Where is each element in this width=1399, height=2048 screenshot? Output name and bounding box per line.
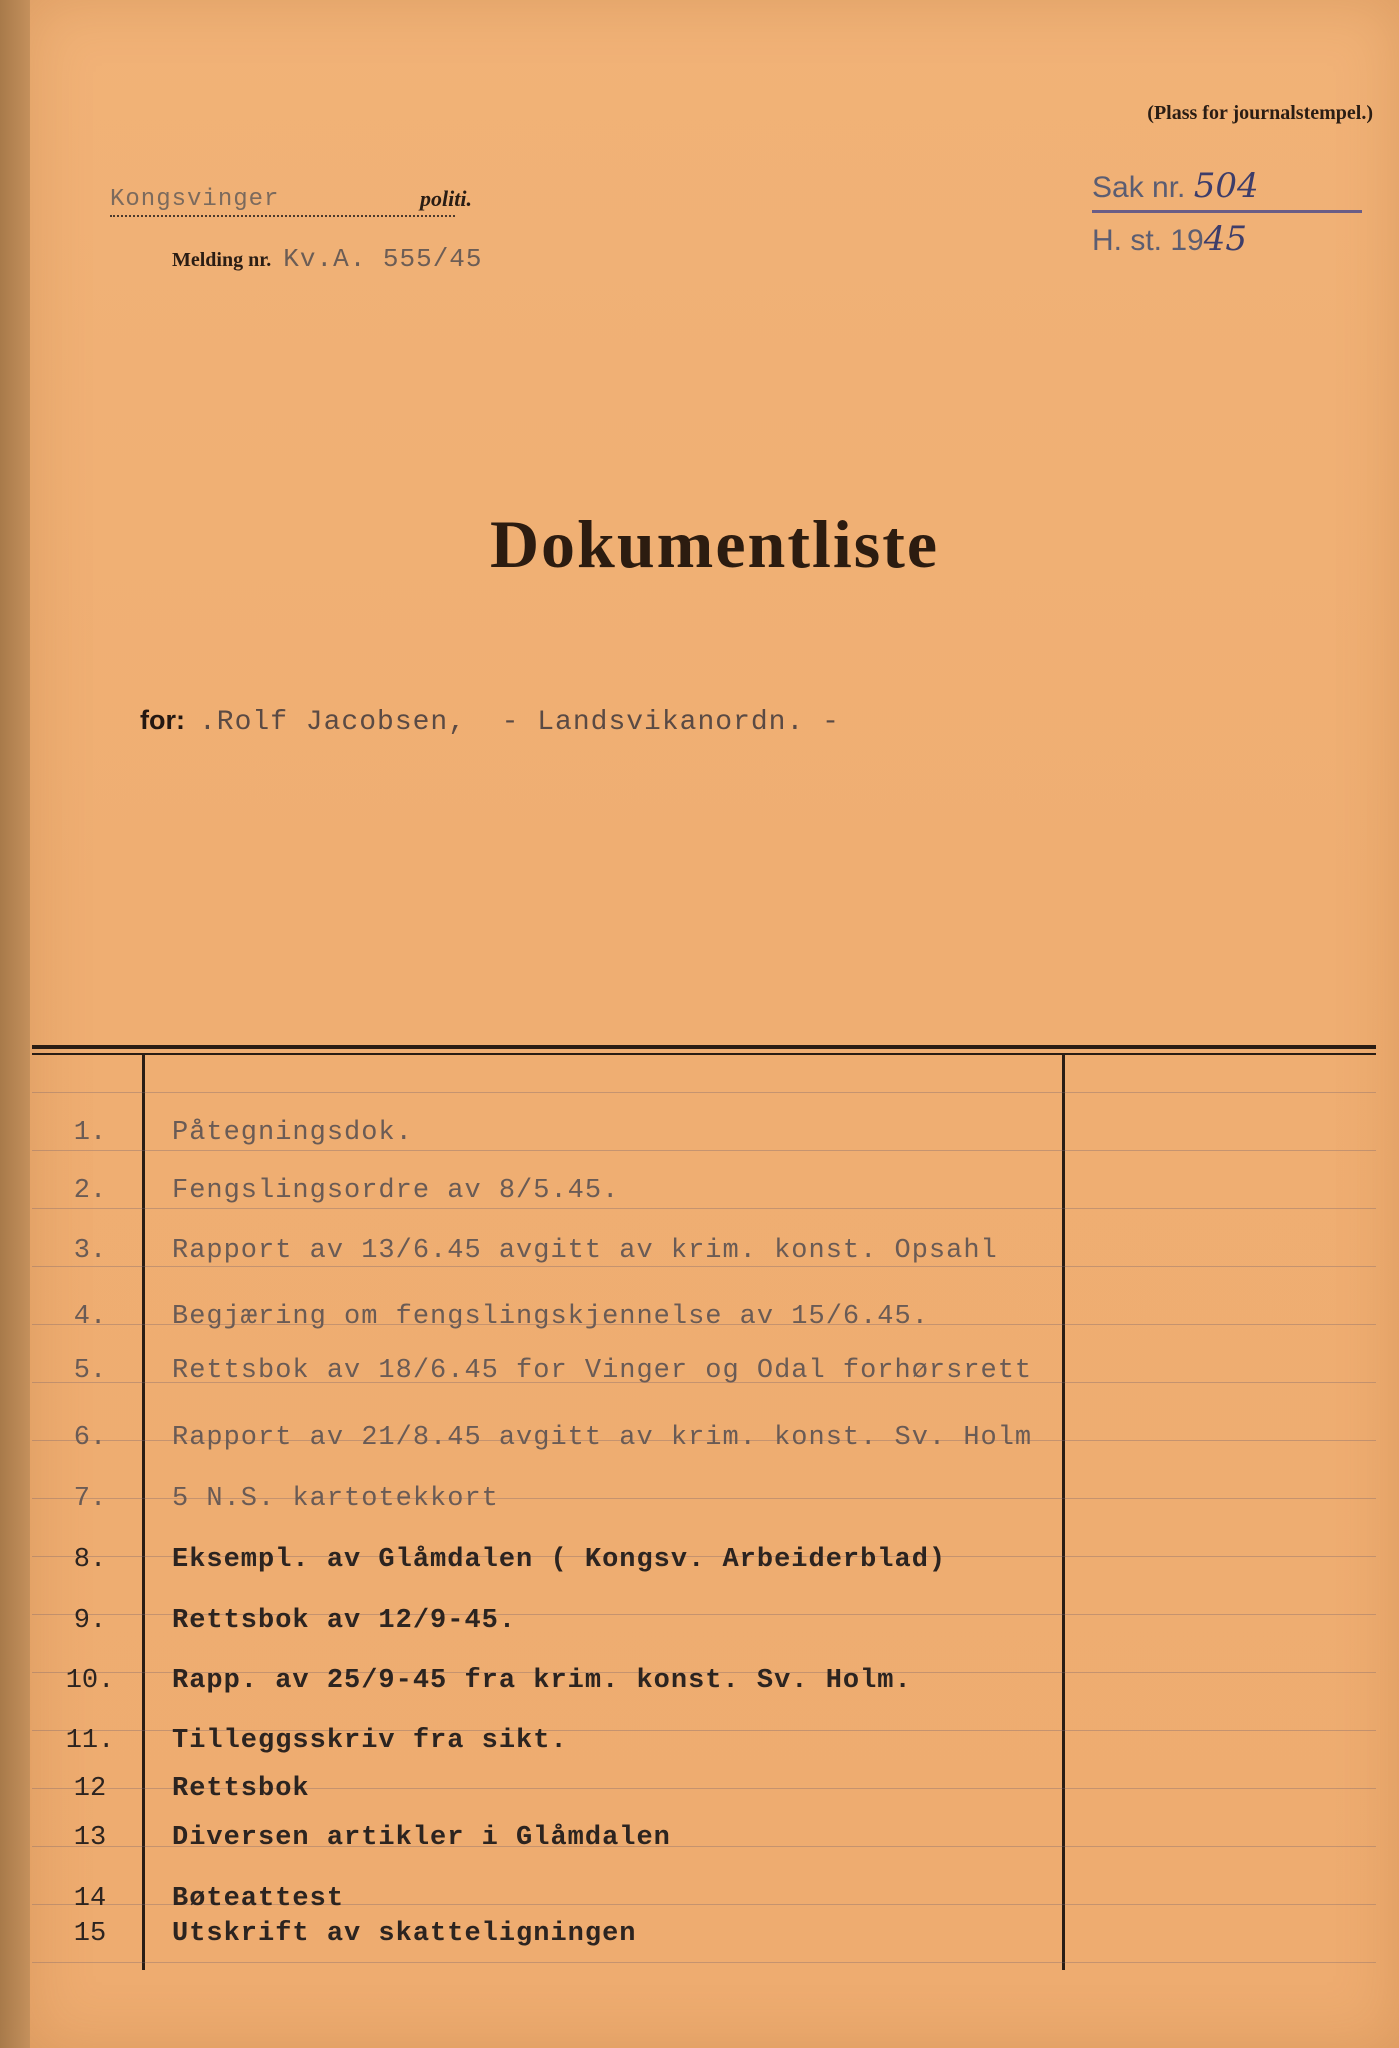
- document-number: 6.: [73, 1423, 107, 1453]
- document-number: 3.: [73, 1236, 107, 1266]
- document-number: 7.: [73, 1484, 107, 1514]
- subject-value: .Rolf Jacobsen, - Landsvikanordn. -: [198, 707, 840, 738]
- document-page: [30, 0, 1399, 2048]
- subject-line: [140, 705, 840, 738]
- document-description: Påtegningsdok.: [172, 1118, 413, 1148]
- document-number: 15: [73, 1919, 107, 1949]
- document-row: [30, 1919, 1399, 1959]
- document-description: Rapport av 13/6.45 avgitt av krim. konst. Opsahl: [172, 1236, 998, 1266]
- document-number: 4.: [73, 1302, 107, 1332]
- table-top-rule-thin: [32, 1053, 1376, 1055]
- page-title: Dokumentliste: [489, 506, 940, 582]
- document-description: Bøteattest: [172, 1884, 345, 1914]
- report-number-value: Kv.A. 555/45: [283, 244, 483, 274]
- case-year-value: 45: [1203, 219, 1247, 259]
- document-row: [30, 1545, 1399, 1585]
- case-number-label: Sak nr.: [1092, 171, 1186, 204]
- table-top-rule: [32, 1045, 1376, 1049]
- document-row: [30, 1606, 1399, 1646]
- police-district-line: [75, 186, 505, 216]
- document-number: 5.: [73, 1356, 107, 1386]
- document-description: Eksempl. av Glåmdalen ( Kongsv. Arbeiderblad): [172, 1545, 947, 1575]
- document-number: 2.: [73, 1176, 107, 1206]
- police-city: Kongsvinger: [110, 186, 455, 217]
- case-year-row: [1092, 219, 1362, 259]
- document-description: Rapp. av 25/9-45 fra krim. konst. Sv. Holm.: [172, 1666, 912, 1696]
- document-row: [30, 1726, 1399, 1766]
- document-row: [30, 1484, 1399, 1524]
- case-number-row: [1092, 166, 1362, 213]
- document-description: Rapport av 21/8.45 avgitt av krim. konst. Sv. Holm: [172, 1423, 1033, 1453]
- document-description: Fengslingsordre av 8/5.45.: [172, 1176, 620, 1206]
- document-description: Rettsbok av 12/9-45.: [172, 1606, 517, 1636]
- document-row: [30, 1423, 1399, 1463]
- document-description: Tilleggsskriv fra sikt.: [172, 1726, 568, 1756]
- document-number: 13: [73, 1823, 107, 1853]
- ruled-line: [32, 1092, 1376, 1093]
- document-row: [30, 1236, 1399, 1276]
- document-description: Begjæring om fengslingskjennelse av 15/6.45.: [172, 1302, 929, 1332]
- police-label: politi.: [420, 186, 472, 211]
- document-row: [30, 1118, 1399, 1158]
- document-row: [30, 1176, 1399, 1216]
- case-year-label: H. st. 19: [1092, 224, 1204, 257]
- document-description: Rettsbok: [172, 1774, 310, 1804]
- case-number-stamp: [1092, 166, 1362, 259]
- document-number: 9.: [73, 1606, 107, 1636]
- folder-spine: [0, 0, 30, 2048]
- report-number-label: Melding nr.: [172, 249, 272, 271]
- document-description: Utskrift av skatteligningen: [172, 1919, 637, 1949]
- report-number-line: [172, 244, 483, 274]
- document-number: 12: [73, 1774, 107, 1804]
- document-row: [30, 1823, 1399, 1863]
- document-row: [30, 1884, 1399, 1924]
- document-row: [30, 1774, 1399, 1814]
- document-number: 1.: [73, 1118, 107, 1148]
- ruled-line: [32, 1962, 1376, 1963]
- case-number-value: 504: [1193, 166, 1259, 206]
- document-description: Rettsbok av 18/6.45 for Vinger og Odal forhørsrett: [172, 1356, 1033, 1386]
- document-number: 10.: [65, 1666, 115, 1696]
- document-number: 11.: [65, 1726, 115, 1756]
- document-row: [30, 1356, 1399, 1396]
- document-number: 8.: [73, 1545, 107, 1575]
- document-number: 14: [73, 1884, 107, 1914]
- document-row: [30, 1666, 1399, 1706]
- document-description: 5 N.S. kartotekkort: [172, 1484, 499, 1514]
- document-description: Diversen artikler i Glåmdalen: [172, 1823, 671, 1853]
- journal-stamp-note: (Plass for journalstempel.): [1147, 102, 1373, 124]
- subject-label: for:: [140, 705, 185, 735]
- document-row: [30, 1302, 1399, 1342]
